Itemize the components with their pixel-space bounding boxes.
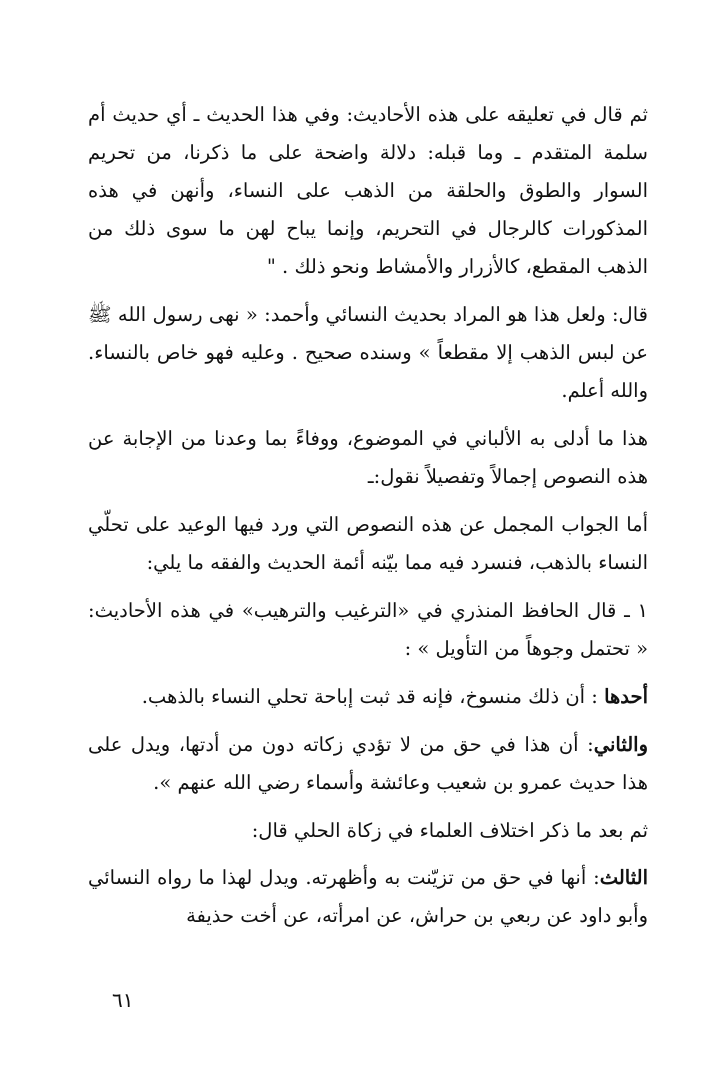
paragraph-7-text: : أن هذا في حق من لا تؤدي زكاته دون من أدتها، ويدل على هذا حديث عمرو بن شعيب وعائشة وأسماء رضي الله عنهم ». xyxy=(88,733,648,794)
paragraph-9-lead: الثالث xyxy=(599,866,648,889)
paragraph-6-lead: أحدها xyxy=(604,685,648,708)
paragraph-4-text: أما الجواب المجمل عن هذه النصوص التي ورد فيها الوعيد على تحلّي النساء بالذهب، فنسرد فيه مما بيّنه أئمة الحديث والفقه ما يلي: xyxy=(88,513,648,574)
paragraph-2 xyxy=(88,296,648,410)
paragraph-3-text: هذا ما أدلى به الألباني في الموضوع، ووفاءً بما وعدنا من الإجابة عن هذه النصوص إجمالاً وتفصيلاً نقول:ـ xyxy=(88,427,648,488)
page-body xyxy=(88,96,648,944)
page-number: ٦١ xyxy=(112,988,134,1012)
paragraph-6-text: : أن ذلك منسوخ، فإنه قد ثبت إباحة تحلي النساء بالذهب. xyxy=(141,685,605,708)
paragraph-9 xyxy=(88,859,648,935)
paragraph-7 xyxy=(88,726,648,802)
paragraph-8-text: ثم بعد ما ذكر اختلاف العلماء في زكاة الحلي قال: xyxy=(251,819,648,842)
paragraph-3 xyxy=(88,420,648,496)
paragraph-5-text: ١ ـ قال الحافظ المنذري في «الترغيب والترهيب» في هذه الأحاديث: « تحتمل وجوهاً من التأويل » : xyxy=(88,599,648,660)
paragraph-4 xyxy=(88,506,648,582)
paragraph-1 xyxy=(88,96,648,286)
paragraph-1-text: ثم قال في تعليقه على هذه الأحاديث: وفي هذا الحديث ـ أي حديث أم سلمة المتقدم ـ وما قبله: دلالة واضحة على ما ذكرنا، من تحريم السوار والطوق والحلقة من الذهب على النساء، وأنهن في هذه المذكورات كالرجال في التحريم، وإنما يباح لهن ما سوى ذلك من الذهب المقطع، كالأزرار والأمشاط ونحو ذلك . " xyxy=(88,103,648,278)
paragraph-9-text: : أنها في حق من تزيّنت به وأظهرته. ويدل لهذا ما رواه النسائي وأبو داود عن ربعي بن حراش، عن امرأته، عن أخت حذيفة xyxy=(88,866,648,927)
paragraph-5 xyxy=(88,592,648,668)
paragraph-2-text: قال: ولعل هذا هو المراد بحديث النسائي وأحمد: « نهى رسول الله ﷺ عن لبس الذهب إلا مقطعاً » وسنده صحيح . وعليه فهو خاص بالنساء. والله أعلم. xyxy=(88,303,648,402)
paragraph-8 xyxy=(88,812,648,850)
paragraph-7-lead: والثاني xyxy=(593,733,648,756)
paragraph-6 xyxy=(88,678,648,716)
